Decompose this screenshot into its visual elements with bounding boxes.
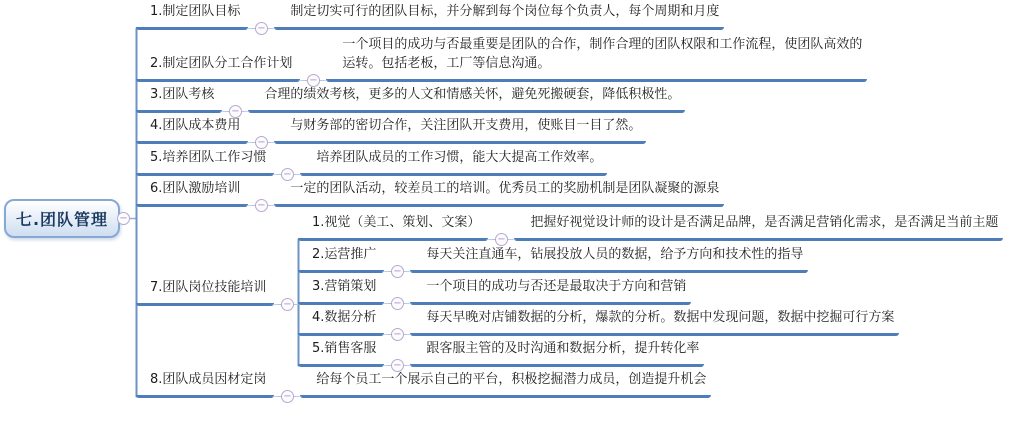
collapse-button-2[interactable]: − (307, 74, 320, 87)
collapse-button-4[interactable]: − (255, 136, 268, 149)
subbranch-row-7-5 (298, 339, 704, 371)
root-topic[interactable]: 七.团队管理 (4, 199, 120, 238)
collapse-button-5[interactable]: − (281, 168, 294, 181)
branch-row-4 (136, 116, 646, 148)
joint-6 (248, 199, 274, 212)
joint-8 (274, 390, 300, 403)
subbranch-row-7-3 (298, 277, 691, 309)
topic-7-4[interactable]: 4.数据分析 (298, 308, 384, 336)
branch-row-6 (136, 179, 724, 211)
topic-5-note[interactable]: 培养团队成员的工作习惯，能大大提高工作效率。 (300, 148, 607, 176)
branch-row-3 (136, 85, 685, 117)
joint-1 (248, 22, 274, 35)
collapse-button-6[interactable]: − (255, 199, 268, 212)
topic-7-1[interactable]: 1.视觉（美工、策划、文案） (298, 213, 488, 241)
subbranch-row-7-4 (298, 308, 899, 340)
root-collapse-button[interactable]: − (117, 212, 130, 225)
collapse-button-7-2[interactable]: − (391, 265, 404, 278)
topic-7[interactable]: 7.团队岗位技能培训 (136, 278, 274, 306)
branch-row-5 (136, 148, 607, 180)
topic-5[interactable]: 5.培养团队工作习惯 (136, 148, 274, 176)
topic-8[interactable]: 8.团队成员因材定岗 (136, 370, 274, 398)
topic-6-note[interactable]: 一定的团队活动，较差员工的培训。优秀员工的奖励机制是团队凝聚的源泉 (274, 179, 724, 207)
topic-7-2-note[interactable]: 每天关注直通车，钻展投放人员的数据，给予方向和技术性的指导 (410, 245, 808, 273)
topic-1[interactable]: 1.制定团队目标 (136, 2, 248, 30)
topic-2[interactable]: 2.制定团队分工合作计划 (136, 54, 300, 82)
topic-4[interactable]: 4.团队成本费用 (136, 116, 248, 144)
collapse-button-7[interactable]: − (281, 298, 294, 311)
branch-row-2 (136, 35, 867, 86)
topic-7-4-note[interactable]: 每天早晚对店铺数据的分析，爆款的分析。数据中发现问题，数据中挖掘可行方案 (410, 308, 899, 336)
subbranch-row-7-2 (298, 245, 808, 277)
topic-7-2[interactable]: 2.运营推广 (298, 245, 384, 273)
topic-7-5-note[interactable]: 跟客服主管的及时沟通和数据分析，提升转化率 (410, 339, 704, 367)
topic-7-5[interactable]: 5.销售客服 (298, 339, 384, 367)
topic-7-1-note[interactable]: 把握好视觉设计师的设计是否满足品牌，是否满足营销化需求，是否满足当前主题 (514, 213, 1003, 241)
joint-7 (274, 298, 300, 311)
branch-row-7 (136, 278, 300, 310)
branch-row-1 (136, 2, 724, 34)
topic-7-3-note[interactable]: 一个项目的成功与否还是最取决于方向和营销 (410, 277, 691, 305)
topic-3[interactable]: 3.团队考核 (136, 85, 222, 113)
collapse-button-1[interactable]: − (255, 22, 268, 35)
topic-3-note[interactable]: 合理的绩效考核，更多的人文和情感关怀，避免死搬硬套，降低积极性。 (248, 85, 685, 113)
collapse-button-8[interactable]: − (281, 390, 294, 403)
collapse-button-7-3[interactable]: − (391, 297, 404, 310)
topic-8-note[interactable]: 给每个员工一个展示自己的平台，积极挖掘潜力成员，创造提升机会 (300, 370, 711, 398)
branch-row-8 (136, 370, 711, 402)
topic-1-note[interactable]: 制定切实可行的团队目标，并分解到每个岗位每个负责人，每个周期和月度 (274, 2, 724, 30)
collapse-button-7-1[interactable]: − (495, 233, 508, 246)
topic-4-note[interactable]: 与财务部的密切合作，关注团队开支费用，使账目一目了然。 (274, 116, 646, 144)
topic-6[interactable]: 6.团队激励培训 (136, 179, 248, 207)
topic-2-note[interactable]: 一个项目的成功与否最重要是团队的合作，制作合理的团队权限和工作流程，使团队高效的运转。包括老板，工厂等信息沟通。 (326, 35, 867, 82)
collapse-button-7-5[interactable]: − (391, 359, 404, 372)
collapse-button-3[interactable]: − (229, 105, 242, 118)
collapse-button-7-4[interactable]: − (391, 328, 404, 341)
topic-7-3[interactable]: 3.营销策划 (298, 277, 384, 305)
subbranch-row-7-1 (298, 213, 1003, 245)
